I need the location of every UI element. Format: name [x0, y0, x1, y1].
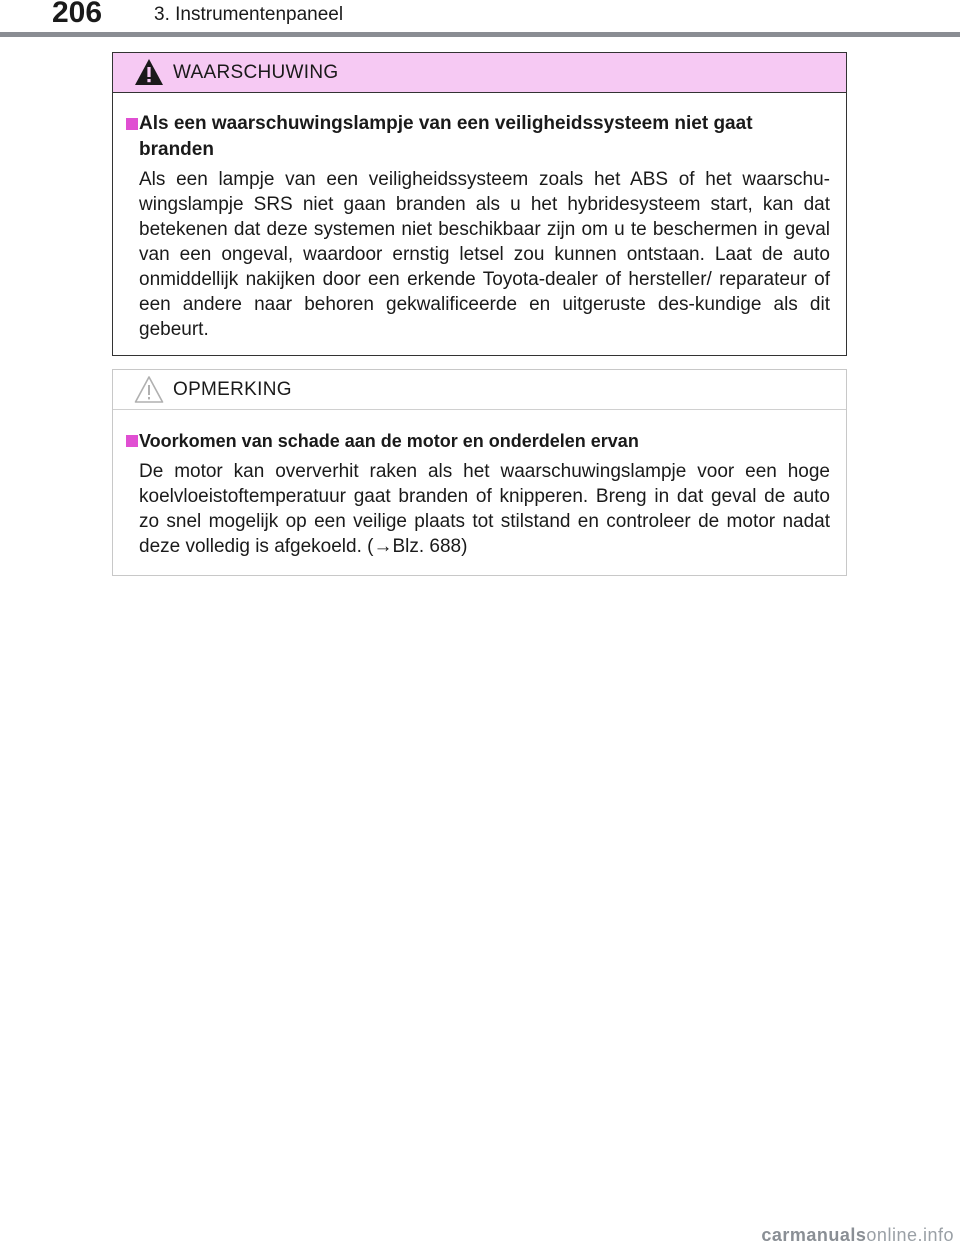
warning-box-header	[113, 53, 846, 93]
warning-item-body: Als een lampje van een veiligheidssysteem zoals het ABS of het waarschu-wingslampje SRS niet gaan branden als u het hybridesysteem start, kan dat betekenen dat deze systemen niet beschikbaar zijn om u te beschermen in geval van een ongeval, waardoor ernstig letsel zou kunnen ontstaan. Laat de auto onmiddellijk nakijken door een erkende Toyota-dealer of hersteller/ reparateur of een andere naar behoren gekwalificeerde en uitgeruste des-kundige als dit gebeurt.	[139, 169, 830, 340]
note-item-body: De motor kan oververhit raken als het waarschuwingslampje voor een hoge koelvloeistoftemperatuur gaat branden of knipperen. Breng in dat geval de auto zo snel mogelijk op een veilige plaats tot stilstand en controleer de motor nadat deze volledig is afgekoeld. (→Blz. 688)	[139, 461, 830, 557]
caution-triangle-outline-icon	[133, 374, 165, 404]
note-item	[113, 428, 846, 559]
watermark-logo-bold: carmanuals	[761, 1225, 867, 1245]
warning-item-heading: Als een waarschuwingslampje van een veiligheidssysteem niet gaat branden	[139, 113, 753, 160]
page-header	[0, 0, 960, 34]
warning-box	[112, 52, 847, 356]
watermark-logo	[761, 1225, 954, 1246]
header-divider	[0, 32, 960, 37]
note-item-heading: Voorkomen van schade aan de motor en onderdelen ervan	[139, 431, 639, 451]
warning-box-title: WAARSCHUWING	[173, 62, 339, 83]
watermark-logo-rest: online.info	[866, 1225, 954, 1245]
page-number: 206	[52, 0, 103, 29]
note-box-header	[113, 370, 846, 410]
warning-item	[113, 111, 846, 342]
note-box	[112, 369, 847, 576]
section-title: 3. Instrumentenpaneel	[154, 4, 344, 25]
square-bullet-icon	[126, 118, 138, 130]
square-bullet-icon	[126, 435, 138, 447]
note-box-title: OPMERKING	[173, 379, 292, 400]
warning-triangle-icon	[133, 57, 165, 87]
